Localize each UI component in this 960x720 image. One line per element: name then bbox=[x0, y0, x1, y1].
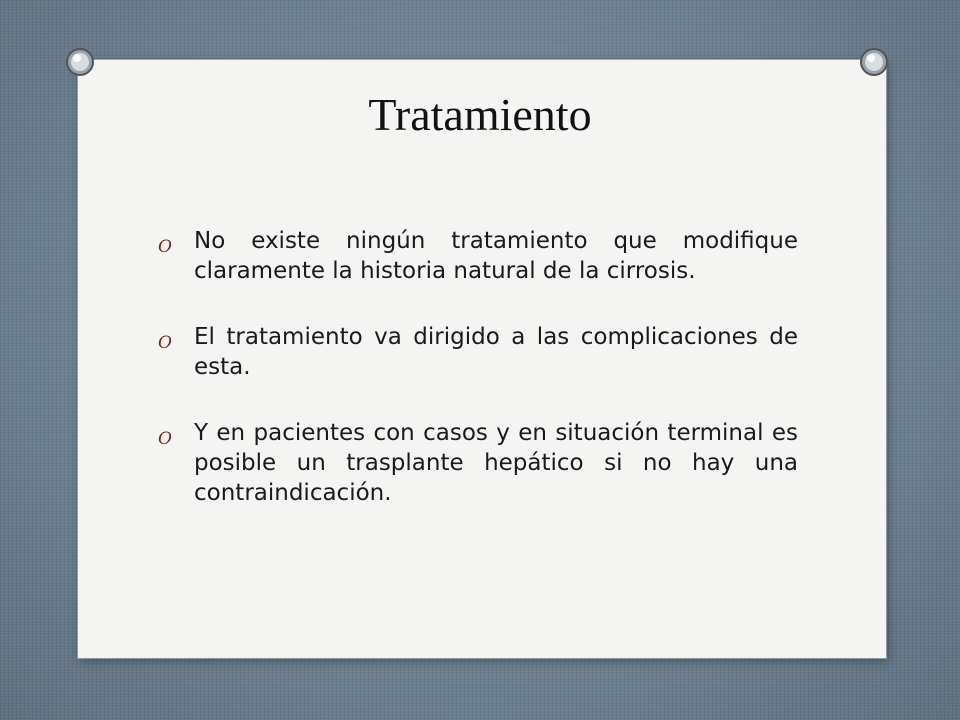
bullet-text: Y en pacientes con casos y en situación terminal es posible un trasplante hepático si no hay una contraindicación. bbox=[194, 420, 798, 506]
bullet-item bbox=[158, 418, 798, 508]
bullet-text: El tratamiento va dirigido a las complicaciones de esta. bbox=[194, 324, 798, 380]
pushpin-icon bbox=[856, 44, 892, 80]
bullet-item bbox=[158, 226, 798, 286]
bullet-marker-icon: O bbox=[158, 333, 172, 353]
bullet-marker-icon: O bbox=[158, 429, 172, 449]
bullet-list bbox=[158, 226, 798, 544]
bullet-text: No existe ningún tratamiento que modifique claramente la historia natural de la cirrosis. bbox=[194, 228, 798, 284]
slide-title: Tratamiento bbox=[368, 89, 592, 140]
bullet-item bbox=[158, 322, 798, 382]
pushpin-icon bbox=[62, 44, 98, 80]
bullet-marker-icon: O bbox=[158, 237, 172, 257]
